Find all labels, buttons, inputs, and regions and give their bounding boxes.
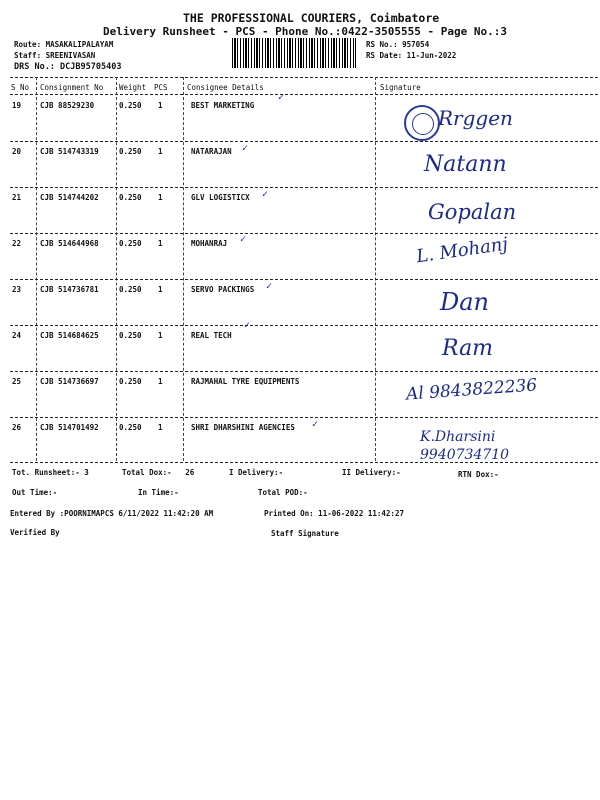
check-tick-icon: ✓ [244,320,251,331]
signature-row-22: L. Mohanj [414,233,510,268]
row-sno: 25 [12,377,22,386]
row-weight: 0.250 [119,193,142,202]
column-header-sno: S No [11,83,30,92]
verified-by: Verified By [10,528,60,537]
row-consignee: REAL TECH [191,331,232,340]
rs-number: RS No.: 957054 [366,40,430,49]
company-title: THE PROFESSIONAL COURIERS, Coimbatore [183,11,440,25]
check-tick-icon: ✓ [312,419,319,430]
out-time: Out Time:- [12,488,58,497]
table-header-rule [10,94,598,95]
check-tick-icon: ✓ [240,234,247,245]
row-consignment: CJB 88529230 [40,101,95,110]
tot-runsheet: Tot. Runsheet:- 3 [12,468,89,477]
column-header-consignee: Consignee Details [187,83,264,92]
total-pod: Total POD:- [258,488,308,497]
staff-signature: Staff Signature [271,529,339,538]
signature-row-24: Ram [442,336,494,361]
check-tick-icon: ✓ [262,189,269,200]
row-pcs: 1 [158,331,163,340]
signature-row-19: Rrggen [438,106,513,130]
runsheet-subtitle: Delivery Runsheet - PCS - Phone No.:0422-3505555 - Page No.:3 [103,25,507,38]
row-sno: 19 [12,101,22,110]
row-separator [10,371,598,372]
row-consignee: BEST MARKETING [191,101,255,110]
row-pcs: 1 [158,377,163,386]
route-label: Route: MASAKALIPALAYAM [14,40,114,49]
row-consignment: CJB 514743319 [40,147,99,156]
column-divider [36,77,37,461]
row-pcs: 1 [158,285,163,294]
row-separator [10,325,598,326]
signature-row-25: Al 9843822236 [405,375,538,405]
row-consignee: RAJMAHAL TYRE EQUIPMENTS [191,377,300,386]
row-pcs: 1 [158,193,163,202]
row-pcs: 1 [158,239,163,248]
check-tick-icon: ✓ [242,143,249,154]
row-pcs: 1 [158,147,163,156]
row-consignee: MOHANRAJ [191,239,228,248]
row-consignee: SERVO PACKINGS [191,285,255,294]
row-sno: 26 [12,423,22,432]
row-separator [10,233,598,234]
column-header-pcs: PCS [154,83,168,92]
column-divider [183,77,184,461]
row-weight: 0.250 [119,101,142,110]
row-weight: 0.250 [119,377,142,386]
entered-by: Entered By :POORNIMAPCS 6/11/2022 11:42:20 AM [10,509,214,518]
i-delivery: I Delivery:- [229,468,284,477]
row-sno: 21 [12,193,22,202]
total-dox: Total Dox:- 26 [122,468,195,477]
row-consignment: CJB 514736697 [40,377,99,386]
rtn-dox: RTN Dox:- [458,470,499,479]
column-divider [116,77,117,461]
signature-row-26: K.Dharsini 9940734710 [420,429,510,463]
row-sno: 24 [12,331,22,340]
signature-row-23: Dan [440,288,490,316]
row-weight: 0.250 [119,285,142,294]
printed-on: Printed On: 11-06-2022 11:42:27 [264,509,404,518]
table-bottom-rule [10,462,598,463]
row-consignee: SHRI DHARSHINI AGENCIES [191,423,295,432]
signature-row-21: Gopalan [428,200,517,224]
barcode-image [232,38,356,68]
column-header-weight: Weight [119,83,147,92]
row-consignment: CJB 514701492 [40,423,99,432]
row-separator [10,279,598,280]
row-pcs: 1 [158,423,163,432]
row-weight: 0.250 [119,423,142,432]
row-sno: 22 [12,239,22,248]
signature-row-20: Natann [424,152,507,177]
company-stamp-icon [404,105,440,141]
row-separator [10,141,598,142]
row-separator [10,187,598,188]
check-tick-icon: ✓ [266,281,273,292]
row-sno: 20 [12,147,22,156]
table-top-rule [10,77,598,78]
row-weight: 0.250 [119,239,142,248]
row-consignee: NATARAJAN [191,147,232,156]
row-consignee: GLV LOGISTICX [191,193,250,202]
in-time: In Time:- [138,488,179,497]
check-tick-icon: ✓ [278,92,285,103]
row-consignment: CJB 514684625 [40,331,99,340]
row-separator [10,417,598,418]
row-weight: 0.250 [119,147,142,156]
column-header-consignment: Consignment No [40,83,104,92]
row-consignment: CJB 514744202 [40,193,99,202]
ii-delivery: II Delivery:- [342,468,401,477]
row-consignment: CJB 514644968 [40,239,99,248]
rs-date: RS Date: 11-Jun-2022 [366,51,457,60]
drs-number: DRS No.: DCJB95705403 [14,62,122,72]
column-divider [375,77,376,461]
row-weight: 0.250 [119,331,142,340]
staff-label: Staff: SREENIVASAN [14,51,96,60]
row-pcs: 1 [158,101,163,110]
row-sno: 23 [12,285,22,294]
column-header-signature: Signature [380,83,421,92]
row-consignment: CJB 514736781 [40,285,99,294]
